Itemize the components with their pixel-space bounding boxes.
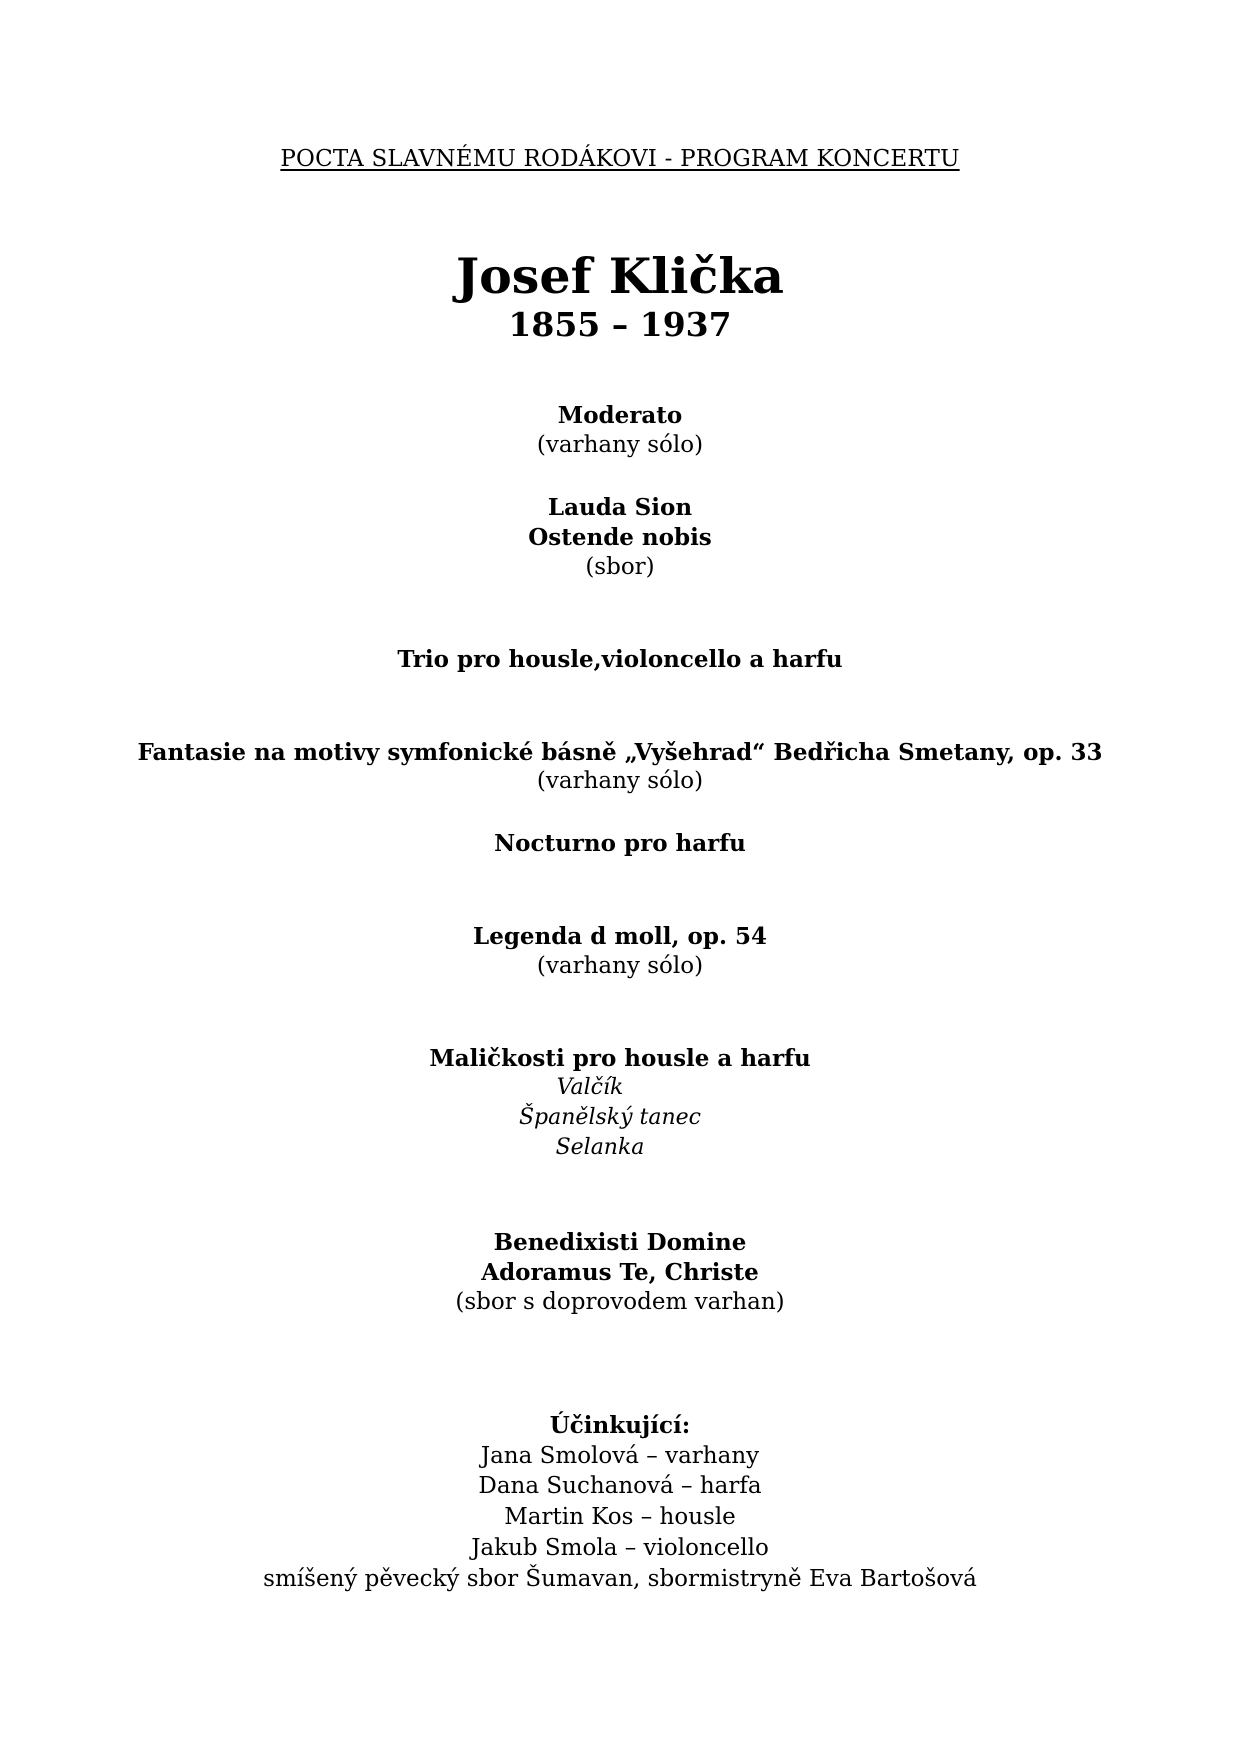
work-note-motets1: (sbor) — [585, 554, 655, 580]
performer-cello: Jakub Smola – violoncello — [471, 1535, 769, 1561]
composer-years: 1855 – 1937 — [508, 305, 732, 344]
movement-selanka: Selanka — [555, 1135, 645, 1160]
movement-valcik: Valčík — [556, 1075, 624, 1100]
work-title-ostende-nobis: Ostende nobis — [528, 524, 712, 551]
work-note-fantasie: (varhany sólo) — [536, 768, 704, 794]
performer-harp: Dana Suchanová – harfa — [478, 1473, 762, 1499]
work-title-adoramus: Adoramus Te, Christe — [481, 1259, 759, 1286]
performer-violin: Martin Kos – housle — [504, 1504, 736, 1530]
work-title-moderato: Moderato — [557, 402, 683, 429]
work-title-benedixisti: Benedixisti Domine — [493, 1229, 747, 1256]
work-note-motets2: (sbor s doprovodem varhan) — [455, 1289, 785, 1315]
work-title-malickosti: Maličkosti pro housle a harfu — [429, 1045, 811, 1072]
work-note-moderato: (varhany sólo) — [536, 432, 704, 458]
work-title-legenda: Legenda d moll, op. 54 — [473, 923, 767, 950]
performer-choir: smíšený pěvecký sbor Šumavan, sbormistryně Eva Bartošová — [263, 1566, 977, 1592]
movement-spanelsky-tanec: Španělský tanec — [518, 1105, 701, 1130]
program-header: POCTA SLAVNÉMU RODÁKOVI - PROGRAM KONCERTU — [280, 146, 960, 172]
work-title-fantasie: Fantasie na motivy symfonické básně „Vyšehrad“ Bedřicha Smetany, op. 33 — [137, 739, 1103, 766]
composer-name: Josef Klička — [455, 247, 785, 305]
work-note-legenda: (varhany sólo) — [536, 953, 704, 979]
work-title-lauda-sion: Lauda Sion — [547, 494, 693, 521]
performer-organ: Jana Smolová – varhany — [480, 1443, 760, 1469]
work-title-nocturno: Nocturno pro harfu — [494, 830, 746, 857]
performers-heading: Účinkující: — [549, 1412, 691, 1439]
work-title-trio: Trio pro housle,violoncello a harfu — [397, 646, 843, 673]
